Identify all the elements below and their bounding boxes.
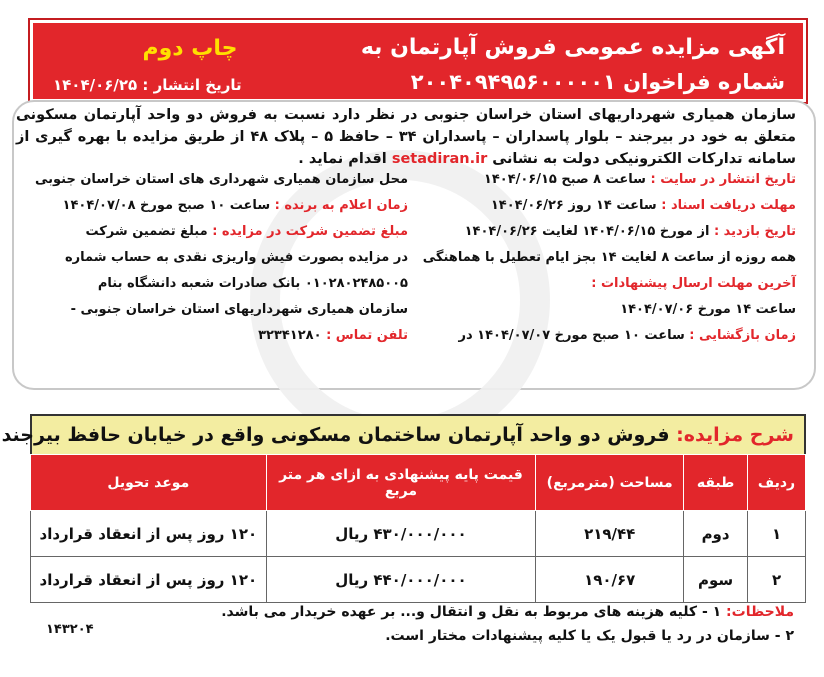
notice-header (30, 20, 806, 102)
right-row-5: آخرین مهلت ارسال پیشنهادات : (591, 276, 796, 291)
intro-paragraph (16, 104, 796, 170)
left-row-1: محل سازمان همیاری شهرداری های استان خراسان جنوبی (34, 172, 408, 187)
left-row-4: در مزایده بصورت فیش واریزی نقدی به حساب شماره (64, 250, 408, 265)
edition-badge: چاپ دوم (142, 36, 238, 61)
call-number: شماره فراخوان ۲۰۰۴۰۹۴۹۵۶۰۰۰۰۰۱ (410, 70, 785, 94)
left-row-5: ۰۱۰۲۸۰۲۴۸۵۰۰۵ بانک صادرات شعبه دانشگاه بنام (97, 276, 408, 291)
right-row-3: تاریخ بازدید : از مورخ ۱۴۰۴/۰۶/۱۵ لغایت ۱۴۰۴/۰۶/۲۶ (464, 224, 796, 239)
right-row-7: زمان بازگشایی : ساعت ۱۰ صبح مورخ ۱۴۰۴/۰۷/۰۷ در (458, 328, 796, 343)
right-row-2: مهلت دریافت اسناد : ساعت ۱۴ روز ۱۴۰۴/۰۶/۲۶ (490, 198, 796, 213)
note-line-1: ملاحظات: ۱ - کلیه هزینه های مربوط به نقل و انتقال و... بر عهده خریدار می باشد. (221, 604, 794, 620)
notes (18, 600, 794, 648)
right-row-4: همه روزه از ساعت ۸ لغایت ۱۴ بجز ایام تعطیل با هماهنگی (422, 250, 796, 265)
col-index: ردیف (748, 455, 806, 511)
col-delivery: موعد تحویل (31, 455, 267, 511)
table-header-row (31, 455, 806, 511)
left-row-6: سازمان همیاری شهرداریهای استان خراسان جنوبی - (70, 302, 408, 317)
intro-tail: اقدام نماید . (298, 151, 387, 167)
description-label: شرح مزایده: (676, 424, 794, 446)
ad-code: ۱۴۳۲۰۴ (46, 622, 94, 637)
note-line-2: ۲ - سازمان در رد یا قبول یک یا کلیه پیشنهادات مختار است. (385, 628, 794, 644)
table-row: ۱ دوم ۲۱۹/۴۴ ۴۳۰/۰۰۰/۰۰۰ ریال ۱۲۰ روز پس از انعقاد قرارداد (31, 511, 806, 557)
site-link[interactable]: setadiran.ir (391, 151, 488, 167)
col-area: مساحت (مترمربع) (536, 455, 684, 511)
auction-description (1, 414, 806, 454)
notes-label: ملاحظات: (726, 604, 794, 620)
left-row-7: تلفن تماس : ۳۲۳۴۱۲۸۰ (258, 328, 408, 343)
table-row: ۲ سوم ۱۹۰/۶۷ ۴۴۰/۰۰۰/۰۰۰ ریال ۱۲۰ روز پس از انعقاد قرارداد (31, 557, 806, 603)
units-table (30, 454, 806, 603)
right-row-1: تاریخ انتشار در سایت : ساعت ۸ صبح ۱۴۰۴/۰۶/۱۵ (483, 172, 796, 187)
publish-date: تاریخ انتشار : ۱۴۰۴/۰۶/۲۵ (53, 76, 242, 94)
right-row-6: ساعت ۱۴ مورخ ۱۴۰۴/۰۷/۰۶ (620, 302, 796, 317)
notice-title: آگهی مزایده عمومی فروش آپارتمان به (360, 35, 785, 60)
intro-text: سازمان همیاری شهرداریهای استان خراسان جنوبی در نظر دارد نسبت به فروش دو واحد آپارتمان مسکونی متعلق به خود در بیرجند – بلوار پاسداران – پاسداران ۳۴ – حافظ ۵ – پلاک ۴۸ از طریق مزایده با بهره گیری از سامانه تدارکات الکترونیکی دولت به نشانی (16, 107, 796, 167)
col-floor: طبقه (684, 455, 748, 511)
col-base-price: قیمت پایه پیشنهادی به ازای هر متر مربع (266, 455, 536, 511)
left-row-2: زمان اعلام به برنده : ساعت ۱۰ صبح مورخ ۱۴۰۴/۰۷/۰۸ (62, 198, 408, 213)
left-row-3: مبلغ تضمین شرکت در مزایده : مبلغ تضمین شرکت (85, 224, 408, 239)
description-text: فروش دو واحد آپارتمان ساختمان مسکونی واقع در خیابان حافظ بیرجند (1, 424, 670, 446)
